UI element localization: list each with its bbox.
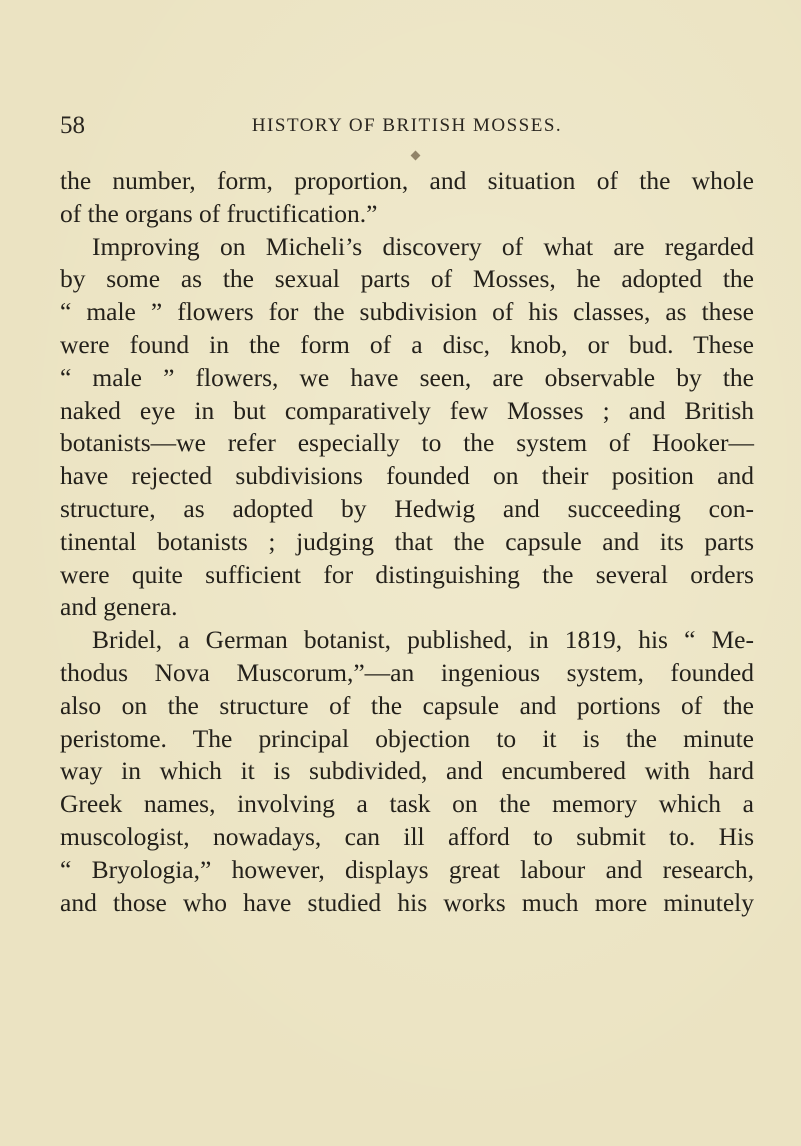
text-line: also on the structure of the capsule and portions of the	[60, 690, 754, 720]
text-line: peristome. The principal objection to it is the minute	[60, 723, 754, 753]
text-line: the number, form, proportion, and situation of the whole	[60, 166, 754, 195]
body-text	[60, 165, 754, 919]
text-line: have rejected subdivisions founded on their position and	[60, 461, 754, 491]
text-line: and those who have studied his works much more minutely	[60, 887, 754, 917]
text-line: Greek names, involving a task on the memory which a	[60, 789, 754, 819]
text-line: structure, as adopted by Hedwig and succeeding con-	[60, 493, 754, 523]
text-line: “ Bryologia,” however, displays great labour and research,	[60, 854, 754, 884]
page-header	[60, 112, 754, 142]
text-line: naked eye in but comparatively few Mosses ; and British	[60, 395, 754, 425]
text-line: “ male ” flowers for the subdivision of his classes, as these	[60, 297, 754, 327]
text-line: botanists—we refer especially to the system of Hooker—	[60, 428, 754, 458]
text-line: way in which it is subdivided, and encumbered with hard	[60, 756, 754, 786]
text-line: tinental botanists ; judging that the capsule and its parts	[60, 526, 754, 556]
text-line: were quite sufficient for distinguishing the several orders	[60, 559, 754, 589]
text-line: and genera.	[60, 592, 178, 622]
text-line: “ male ” flowers, we have seen, are observable by the	[60, 362, 754, 392]
text-line: thodus Nova Muscorum,”—an ingenious system, founded	[60, 657, 754, 687]
text-line: of the organs of fructification.”	[60, 198, 378, 228]
text-line: muscologist, nowadays, can ill afford to submit to. His	[60, 821, 754, 851]
page-number: 58	[60, 112, 85, 139]
text-line: were found in the form of a disc, knob, or bud. These	[60, 329, 754, 359]
text-line: Improving on Micheli’s discovery of what are regarded	[92, 231, 754, 261]
text-line: Bridel, a German botanist, published, in 1819, his “ Me-	[92, 625, 754, 655]
printer-mark	[411, 151, 421, 161]
running-title: HISTORY OF BRITISH MOSSES.	[251, 115, 563, 136]
text-line: by some as the sexual parts of Mosses, he adopted the	[60, 264, 754, 294]
